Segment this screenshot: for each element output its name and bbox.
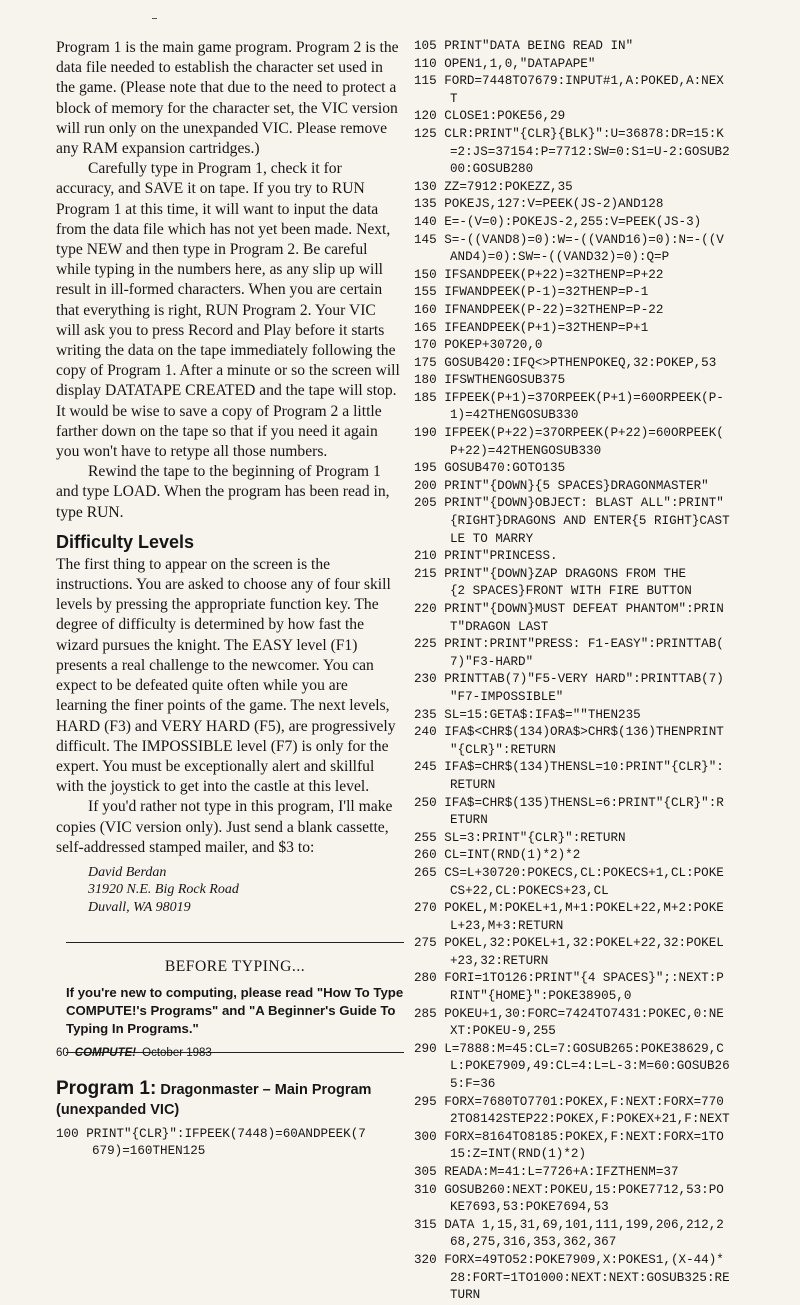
code-line (414, 636, 794, 671)
code-line-continuation: 2TO8142STEP22:POKEX,F:POKEX+21,F:NEXT (450, 1112, 730, 1127)
code-line-continuation: P+22)=42THENGOSUB330 (450, 443, 602, 458)
page-mark (152, 18, 157, 19)
code-line-text: 160 IFNANDPEEK(P-22)=32THENP=P-22 (414, 302, 664, 317)
code-line-text: 125 CLR:PRINT"{CLR}{BLK}":U=36878:DR=15:K (414, 126, 724, 141)
code-line-text: 310 GOSUB260:NEXT:POKEU,15:POKE7712,53:PO (414, 1182, 724, 1197)
code-line (414, 1094, 794, 1129)
code-line (414, 267, 794, 285)
code-line-continuation: XT:POKEU-9,255 (450, 1024, 556, 1039)
code-line (414, 214, 794, 232)
article-paragraph: Rewind the tape to the beginning of Program 1 and type LOAD. When the program has been read in, type RUN. (56, 463, 390, 521)
code-line-text: 190 IFPEEK(P+22)=37ORPEEK(P+22)=60ORPEEK( (414, 426, 724, 441)
code-line-text: 305 READA:M=41:L=7726+A:IFZTHENM=37 (414, 1165, 679, 1179)
code-line-text: 115 FORD=7448TO7679:INPUT#1,A:POKED,A:NEX (414, 74, 724, 89)
program-heading-main: Program 1: (56, 1077, 157, 1099)
code-line-continuation: +23,32:RETURN (450, 953, 549, 968)
code-line-text: 105 PRINT"DATA BEING READ IN" (414, 39, 634, 53)
code-line-continuation: ETURN (450, 813, 488, 828)
code-line (414, 795, 794, 830)
code-line (414, 970, 794, 1005)
code-line-continuation: RINT"{HOME}":POKE38905,0 (450, 989, 632, 1004)
code-line (414, 196, 794, 214)
left-column (56, 38, 402, 1160)
code-line-continuation: 00:GOSUB280 (450, 162, 534, 177)
article-paragraph: The first thing to appear on the screen is the instructions. You are asked to choose any of four skill levels by pressing the appropriate function key. The degree of difficulty is determined by how fast the wizard pursues the knight. The EASY level (F1) presents a real challenge to the newcomer. You can expect to be defeated quite often while you are learning the finer points of the game. The next levels, HARD (F3) and VERY HARD (F5), are progressively difficult. The IMPOSSIBLE level (F7) is only for the expert. You must be exceptionally alert and skillful with the joystick to get into the castle at this level. (56, 555, 396, 796)
code-line (414, 900, 794, 935)
address-city: Duvall, WA 98019 (88, 899, 191, 915)
code-line-text: 110 OPEN1,1,0,"DATAPAPE" (414, 56, 596, 71)
code-line-text: 130 ZZ=7912:POKEZZ,35 (414, 179, 573, 194)
code-line (414, 548, 794, 566)
code-line-text: 300 FORX=8164TO8185:POKEX,F:NEXT:FORX=1TO (414, 1129, 724, 1144)
code-line (414, 232, 794, 267)
code-line-text: 195 GOSUB470:GOTO135 (414, 461, 566, 476)
code-line-continuation: 1)=42THENGOSUB330 (450, 408, 579, 423)
code-line (414, 671, 794, 706)
code-line-text: 320 FORX=49TO52:POKE7909,X:POKES1,(X-44)* (414, 1252, 724, 1267)
code-line-text: 140 E=-(V=0):POKEJS-2,255:V=PEEK(JS-3) (414, 214, 702, 229)
code-line-text: 280 FORI=1TO126:PRINT"{4 SPACES}";:NEXT:P (414, 971, 724, 986)
code-line-continuation: "{CLR}":RETURN (450, 742, 556, 757)
address-name: David Berdan (88, 864, 167, 880)
code-line (414, 830, 794, 848)
code-line-text: 150 IFSANDPEEK(P+22)=32THENP=P+22 (414, 267, 664, 282)
code-line (414, 707, 794, 725)
article-paragraph: If you'd rather not type in this program, I'll make copies (VIC version only). Just send a blank cassette, self-addressed stamped mailer, and $3 to: (56, 798, 393, 856)
code-line-text: 255 SL=3:PRINT"{CLR}":RETURN (414, 830, 626, 845)
page-number: 60 (56, 1047, 69, 1059)
code-line-continuation: 68,275,316,353,362,367 (450, 1235, 617, 1250)
code-line-continuation: {2 SPACES}FRONT WITH FIRE BUTTON (450, 584, 692, 599)
code-line-continuation: RETURN (450, 777, 496, 792)
code-line-text: 220 PRINT"{DOWN}MUST DEFEAT PHANTOM":PRIN (414, 602, 724, 616)
code-line (56, 1126, 402, 1160)
code-line-text: 250 IFA$=CHR$(135)THENSL=6:PRINT"{CLR}":R (414, 795, 724, 810)
section-heading: Difficulty Levels (56, 531, 195, 552)
code-line-text: 200 PRINT"{DOWN}{5 SPACES}DRAGONMASTER" (414, 478, 709, 493)
code-line-text: 135 POKEJS,127:V=PEEK(JS-2)AND128 (414, 197, 664, 212)
code-line (414, 759, 794, 794)
code-line-continuation: L:POKE7909,49:CL=4:L=L-3:M=60:GOSUB26 (450, 1059, 730, 1074)
code-line-text: 225 PRINT:PRINT"PRESS: F1-EASY":PRINTTAB( (414, 637, 724, 652)
code-line (414, 179, 794, 197)
code-line-text: 185 IFPEEK(P+1)=37ORPEEK(P+1)=60ORPEEK(P- (414, 390, 724, 405)
before-typing-title: BEFORE TYPING... (164, 958, 306, 976)
code-line (414, 1252, 794, 1305)
code-line-text: 265 CS=L+30720:POKECS,CL:POKECS+1,CL:POKE (414, 865, 724, 880)
code-line-continuation: {RIGHT}DRAGONS AND ENTER{5 RIGHT}CAST (450, 514, 730, 529)
code-line-text: 155 IFWANDPEEK(P-1)=32THENP=P-1 (414, 285, 649, 300)
code-line-text: 290 L=7888:M=45:CL=7:GOSUB265:POKE38629,C (414, 1041, 724, 1056)
code-line (414, 935, 794, 970)
code-line (414, 390, 794, 425)
code-line-continuation: T"DRAGON LAST (450, 619, 549, 634)
code-line-continuation: AND4)=0):SW=-((VAND32)=0):Q=P (450, 250, 670, 265)
code-line-continuation: 15:Z=INT(RND(1)*2) (450, 1147, 587, 1162)
code-line (414, 478, 794, 496)
code-line-continuation: "F7-IMPOSSIBLE" (450, 689, 564, 704)
code-line-text: 205 PRINT"{DOWN}OBJECT: BLAST ALL":PRINT" (414, 496, 724, 511)
code-line-text: 145 S=-((VAND8)=0):W=-((VAND16)=0):N=-((V (414, 232, 724, 247)
code-line-text: 210 PRINT"PRINCESS. (414, 549, 558, 564)
code-line-continuation: CS+22,CL:POKECS+23,CL (450, 883, 609, 898)
code-line (414, 38, 794, 56)
code-line-text: 275 POKEL,32:POKEL+1,32:POKEL+22,32:POKEL (414, 936, 724, 951)
code-line-text: 175 GOSUB420:IFQ<>PTHENPOKEQ,32:POKEP,53 (414, 355, 717, 370)
code-line (414, 495, 794, 548)
code-line (414, 372, 794, 390)
code-line (414, 320, 794, 338)
before-typing-box (66, 942, 404, 1052)
code-line (414, 566, 794, 601)
code-line (414, 108, 794, 126)
code-line-text: 170 POKEP+30720,0 (414, 338, 543, 353)
issue-date: October 1983 (142, 1047, 212, 1059)
code-line-text: 230 PRINTTAB(7)"F5-VERY HARD":PRINTTAB(7) (414, 672, 724, 687)
magazine-name: COMPUTE! (74, 1047, 137, 1059)
code-line-text: 180 IFSWTHENGOSUB375 (414, 373, 566, 388)
page-footer (56, 1047, 212, 1059)
code-line (414, 302, 794, 320)
code-line-continuation: L+23,M+3:RETURN (450, 918, 564, 933)
code-line (414, 1217, 794, 1252)
code-line-text: 100 PRINT"{CLR}":IFPEEK(7448)=60ANDPEEK(7 (56, 1126, 366, 1141)
address-street: 31920 N.E. Big Rock Road (88, 882, 239, 898)
code-line (414, 865, 794, 900)
code-line-text: 215 PRINT"{DOWN}ZAP DRAGONS FROM THE (414, 566, 687, 581)
code-line (414, 1041, 794, 1094)
code-line-text: 165 IFEANDPEEK(P+1)=32THENP=P+1 (414, 320, 649, 335)
code-line-text: 260 CL=INT(RND(1)*2)*2 (414, 848, 581, 863)
code-line-text: 285 POKEU+1,30:FORC=7424TO7431:POKEC,0:NE (414, 1006, 724, 1021)
code-line-text: 315 DATA 1,15,31,69,101,111,199,206,212,2 (414, 1217, 724, 1232)
before-typing-text: If you're new to computing, please read "How To Type COMPUTE!'s Programs" and "A Beginner's Guide To Typing In Programs." (66, 984, 404, 1036)
code-line (414, 1182, 794, 1217)
program-listing-left (56, 1126, 402, 1160)
code-line-text: 245 IFA$=CHR$(134)THENSL=10:PRINT"{CLR}": (414, 760, 724, 775)
code-line-continuation: LE TO MARRY (450, 531, 534, 546)
code-line (414, 73, 794, 108)
code-line (414, 337, 794, 355)
code-line-text: 235 SL=15:GETA$:IFA$=""THEN235 (414, 707, 641, 722)
code-line-text: 295 FORX=7680TO7701:POKEX,F:NEXT:FORX=770 (414, 1094, 724, 1109)
code-line (414, 126, 794, 179)
code-line (414, 355, 794, 373)
code-line (414, 601, 794, 636)
code-line (414, 724, 794, 759)
code-line-continuation: 7)"F3-HARD" (450, 654, 534, 669)
code-line (414, 1164, 794, 1182)
code-line (414, 1129, 794, 1164)
code-line-text: 240 IFA$<CHR$(134)ORA$>CHR$(136)THENPRINT (414, 725, 724, 740)
code-line-continuation: TURN (450, 1288, 481, 1303)
program-heading-sub: Dragonmaster – Main Program (unexpanded VIC) (56, 1081, 372, 1118)
code-line-continuation: KE7693,53:POKE7694,53 (450, 1200, 609, 1215)
article-paragraph: Carefully type in Program 1, check it for accuracy, and SAVE it on tape. If you try to RUN Program 1 at this time, it will want to input the data from the data file which has not yet been made. Next, type NEW and then type in Program 2. Be careful while typing in the numbers here, as any slip up will result in ill-formed characters. When you are certain that everything is right, RUN Program 2. Your VIC will ask you to press Record and Play before it starts writing the data on the tape immediately following the copy of Program 1. After a minute or so the screen will display DATATAPE CREATED and the tape will stop. It would be wise to save a copy of Program 2 a little farther down on the tape so that if you need it again you won't have to retype all those numbers. (56, 160, 400, 461)
code-line-continuation: =2:JS=37154:P=7712:SW=0:S1=U-2:GOSUB2 (450, 144, 730, 159)
code-line-continuation: 679)=160THEN125 (92, 1143, 206, 1158)
code-line (414, 56, 794, 74)
code-line (414, 847, 794, 865)
code-line-continuation: T (450, 91, 458, 106)
code-line-text: 270 POKEL,M:POKEL+1,M+1:POKEL+22,M+2:POKE (414, 901, 724, 916)
code-line-text: 120 CLOSE1:POKE56,29 (414, 109, 566, 124)
article-paragraph: Program 1 is the main game program. Program 2 is the data file needed to establish the character set used in the game. (Please note that due to the need to protect a block of memory for the character set, the VIC version will run only on the unexpanded VIC. Please remove any RAM expansion cartridges.) (56, 39, 399, 158)
code-line-continuation: 5:F=36 (450, 1077, 496, 1092)
code-line (414, 425, 794, 460)
code-line-continuation: 28:FORT=1TO1000:NEXT:NEXT:GOSUB325:RE (450, 1270, 730, 1285)
program-listing-right (414, 38, 794, 1305)
code-line (414, 284, 794, 302)
mailing-address (88, 864, 402, 917)
program-heading (56, 1079, 402, 1120)
right-column (414, 38, 794, 1305)
code-line (414, 460, 794, 478)
code-line (414, 1006, 794, 1041)
